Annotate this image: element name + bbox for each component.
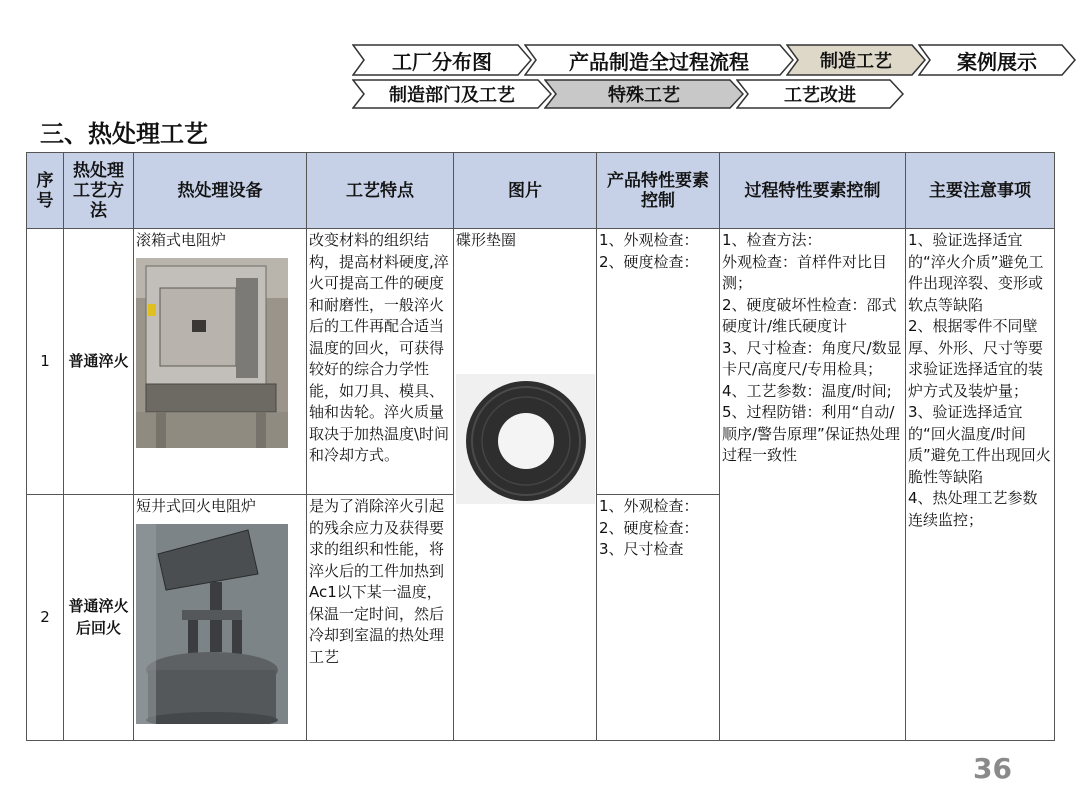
nav-tab-factory-map[interactable]: 工厂分布图 xyxy=(352,44,532,76)
process-features: 改变材料的组织结构，提高材料硬度,淬火可提高工件的硬度和耐磨性，一般淬火后的工件再配合适当温度的回火，可获得较好的综合力学性能，如刀具、模具、轴和齿轮。淬火质量取决于加热温度\时间和冷却方式。 xyxy=(307,229,454,495)
process-method: 普通淬火 xyxy=(64,229,134,495)
row-number: 2 xyxy=(27,495,64,741)
main-notes: 1、验证选择适宜的“淬火介质”避免工件出现淬裂、变形或软点等缺陷 2、根据零件不同壁厚、外形、尺寸等要求验证选择适宜的装炉方式及装炉量； 3、验证选择适宜的“回火温度/时间质”避免工件出现回火脆性等缺陷 4、热处理工艺参数连续监控； xyxy=(906,229,1055,741)
heat-treatment-table xyxy=(26,152,1055,741)
header-features: 工艺特点 xyxy=(307,153,454,229)
header-no: 序号 xyxy=(27,153,64,229)
equipment-name: 滚箱式电阻炉 xyxy=(136,231,227,249)
header-process-control: 过程特性要素控制 xyxy=(720,153,906,229)
nav-tab-manufacturing-process[interactable]: 制造工艺 xyxy=(786,44,926,76)
table-header-row xyxy=(27,153,1055,229)
product-control: 1、外观检查： 2、硬度检查： xyxy=(597,229,720,495)
equipment-cell xyxy=(134,229,307,495)
header-notes: 主要注意事项 xyxy=(906,153,1055,229)
box-furnace-photo xyxy=(136,258,288,448)
nav-tab-special-process[interactable]: 特殊工艺 xyxy=(544,79,744,109)
picture-label: 碟形垫圈 xyxy=(456,231,517,249)
equipment-name: 短井式回火电阻炉 xyxy=(136,497,257,515)
table-row xyxy=(27,229,1055,495)
nav-tab-departments[interactable]: 制造部门及工艺 xyxy=(352,79,552,109)
process-control: 1、检查方法： 外观检查：首样件对比目测； 2、硬度破坏性检查：邵式硬度计/维氏硬度计 3、尺寸检查：角度尺/数显卡尺/高度尺/专用检具； 4、工艺参数：温度/时间; 5、过程防错：利用“自动/顺序/警告原理”保证热处理过程一致性 xyxy=(720,229,906,741)
product-control: 1、外观检查： 2、硬度检查： 3、尺寸检查 xyxy=(597,495,720,741)
nav-tab-case-show[interactable]: 案例展示 xyxy=(918,44,1076,76)
nav-row-1 xyxy=(352,44,1076,76)
process-features: 是为了消除淬火引起的残余应力及获得要求的组织和性能，将淬火后的工件加热到Ac1以下某一温度，保温一定时间，然后冷却到室温的热处理工艺 xyxy=(307,495,454,741)
page-number: 36 xyxy=(973,752,1012,785)
picture-cell xyxy=(454,229,597,741)
header-product-control: 产品特性要素控制 xyxy=(597,153,720,229)
section-title: 三、热处理工艺 xyxy=(40,120,208,148)
row-number: 1 xyxy=(27,229,64,495)
header-picture: 图片 xyxy=(454,153,597,229)
process-method: 普通淬火后回火 xyxy=(64,495,134,741)
header-equipment: 热处理设备 xyxy=(134,153,307,229)
nav-tab-process-flow[interactable]: 产品制造全过程流程 xyxy=(524,44,794,76)
disc-washer-image xyxy=(456,374,595,504)
nav-row-2 xyxy=(352,79,912,109)
nav-tab-process-improvement[interactable]: 工艺改进 xyxy=(736,79,904,109)
header-method: 热处理工艺方法 xyxy=(64,153,134,229)
pit-furnace-photo xyxy=(136,524,288,724)
equipment-cell xyxy=(134,495,307,741)
